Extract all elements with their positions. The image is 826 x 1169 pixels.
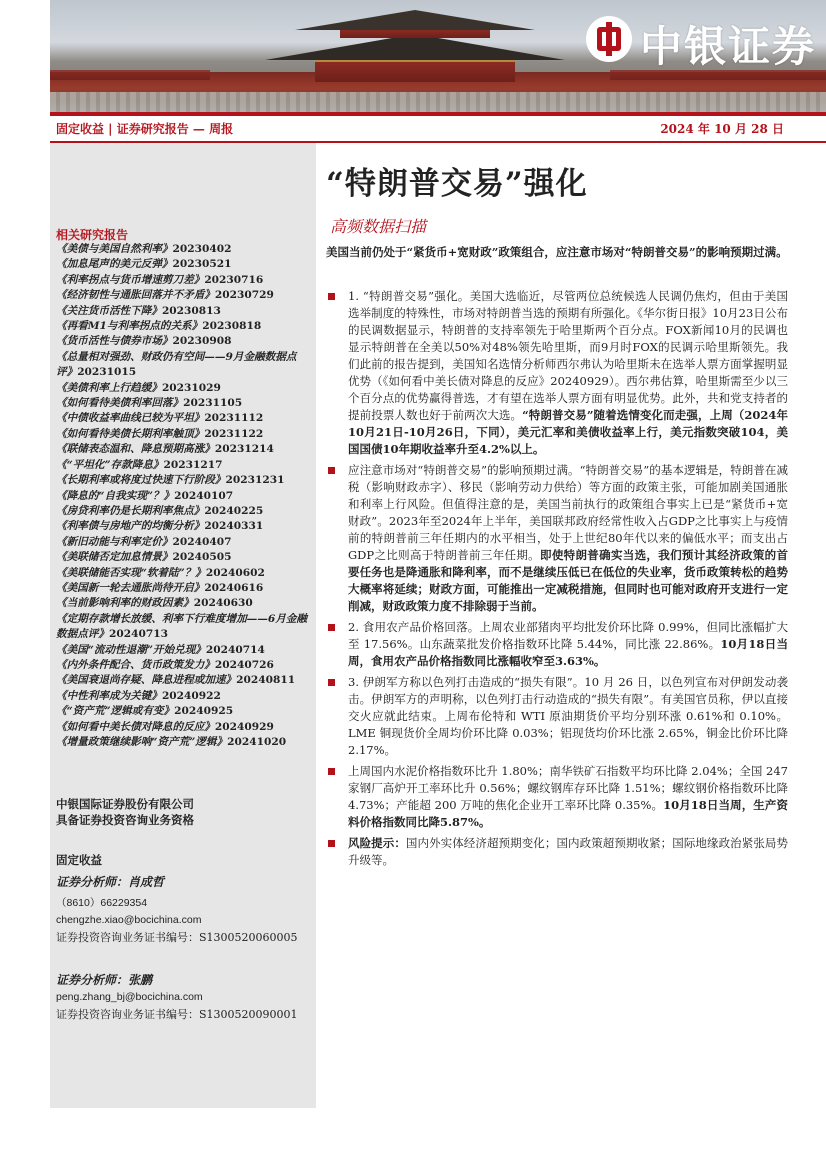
related-report-date: 20241020 xyxy=(227,736,287,748)
related-report-date: 20230402 xyxy=(172,243,232,255)
company-name: 中银国际证券股份有限公司 xyxy=(56,797,194,811)
key-point xyxy=(326,763,788,831)
related-report-name: 《房贷利率仍是长期利率焦点》 xyxy=(56,504,205,517)
related-report-item[interactable] xyxy=(56,257,312,272)
company-logo-icon xyxy=(586,16,632,62)
related-report-item[interactable] xyxy=(56,566,312,581)
related-report-item[interactable] xyxy=(56,442,312,457)
key-point xyxy=(326,288,788,458)
related-report-item[interactable] xyxy=(56,304,312,319)
related-report-date: 20240602 xyxy=(205,566,265,579)
header-banner xyxy=(50,0,826,112)
report-type: 固定收益 | 证券研究报告 — 周报 xyxy=(56,122,234,136)
related-report-item[interactable] xyxy=(56,427,312,442)
key-point-plain: 3. 伊朗军方称以色列打击造成的“损失有限”。10 月 26 日，以色列宣布对伊朗发动袭击。伊朗军方的声明称，以色列打击行动造成的“损失有限”。有美国官员称，伊以直接交火应就此结束。上周布伦特和 WTI 原油期货价平均分别环涨 0.61%和 0.10%。LME 铜现货价全周均价环比降 0.03%；铝现货均价环比涨 2.65%，铜金比价环比降 2.17%。 xyxy=(348,675,788,757)
bullet-square-icon xyxy=(328,467,335,474)
key-point-tail: 国内外实体经济超预期变化；国内政策超预期收紧；国际地缘政治紧张局势升级等。 xyxy=(348,836,788,867)
analyst-name: 证券分析师：肖成哲 xyxy=(56,875,165,889)
related-report-name: 《如何看待美债利率回落》 xyxy=(56,397,184,410)
banner-stairs xyxy=(50,92,826,112)
related-report-name: 《“平坦化”存款降息》 xyxy=(56,458,164,471)
related-report-item[interactable] xyxy=(56,550,312,565)
related-report-item[interactable] xyxy=(56,735,312,750)
related-report-name: 《美国衰退尚存疑、降息进程或加速》 xyxy=(56,674,237,687)
analyst-phone: （8610）66229354 xyxy=(56,897,148,909)
related-report-name: 《美联储能否实现“软着陆”？》 xyxy=(56,566,206,579)
key-point-bold: 10月18日当周，食用农产品价格指数同比涨幅收窄至3.63%。 xyxy=(348,637,788,668)
key-point xyxy=(326,462,788,615)
analyst-cert: 证券投资咨询业务证书编号：S1300520090001 xyxy=(56,1008,298,1021)
related-report-date: 20240922 xyxy=(161,689,221,702)
related-report-name: 《定期存款增长放缓、利率下行难度增加——6月金融数据点评》 xyxy=(56,612,308,641)
related-report-date: 20230813 xyxy=(161,304,221,317)
analyst-card xyxy=(56,874,316,946)
header-rule xyxy=(50,112,826,116)
related-report-item[interactable] xyxy=(56,242,312,257)
key-point-bold: 即使特朗普确实当选，我们预计其经济政策的首要任务也是降通胀和降利率，而不是继续压低已在低位的失业率，货币政策转松的趋势大概率将延续；财政方面，可能推出一定减税措施，但同时也可能对政府开支进行一定削减，财政政策力度不排除弱于当前。 xyxy=(348,548,788,613)
related-report-date: 20230908 xyxy=(172,335,232,348)
report-subtitle: 高频数据扫描 xyxy=(330,217,427,236)
related-report-name: 《美国新一轮去通胀尚待开启》 xyxy=(56,581,205,594)
related-report-date: 20230729 xyxy=(214,289,274,302)
bullet-square-icon xyxy=(328,624,335,631)
related-report-name: 《美国“流动性退潮”开始兑现》 xyxy=(56,643,206,656)
related-report-name: 《如何看待美债长期利率触顶》 xyxy=(56,427,205,440)
report-date: 2024 年 10 月 28 日 xyxy=(660,122,784,136)
related-report-item[interactable] xyxy=(56,458,312,473)
key-point-bold: 风险提示： xyxy=(348,836,406,850)
related-report-item[interactable] xyxy=(56,704,312,719)
key-point-plain: 应注意市场对“特朗普交易”的影响预期过满。“特朗普交易”的基本逻辑是，特朗普在减税（影响财政赤字）、移民（影响劳动力供给）等方面的政策主张，可能加剧美国通胀和利率上行风险。但值得注意的是，美国当前执行的政策组合事实上已是“紧货币+宽财政”。2023年至2024年上半年，美国联邦政府经常性收入占GDP之比事实上与疫情前的特朗普前三年任期内的水平相当，处于上世纪80年代以来的偏低水平；而支出占GDP之比则高于特朗普前三年任期。 xyxy=(348,463,788,562)
related-report-name: 《联储表态温和、降息预期高涨》 xyxy=(56,443,215,456)
related-report-name: 《美债利率上行趋缓》 xyxy=(56,381,162,394)
related-report-item[interactable] xyxy=(56,288,312,303)
related-report-date: 20240925 xyxy=(174,705,234,718)
analyst-name: 证券分析师：张鹏 xyxy=(56,973,153,987)
related-report-item[interactable] xyxy=(56,381,312,396)
company-qualification: 具备证券投资咨询业务资格 xyxy=(56,813,194,827)
related-report-name: 《美联储否定加息情景》 xyxy=(56,551,173,564)
related-report-item[interactable] xyxy=(56,473,312,488)
related-report-date: 20231231 xyxy=(225,474,285,487)
key-point-plain: 2. 食用农产品价格回落。上周农业部猪肉平均批发价环比降 0.99%，但同比涨幅扩大至 17.56%。山东蔬菜批发价格指数环比降 5.44%，同比涨 22.86%。 xyxy=(348,620,788,651)
related-report-date: 20240726 xyxy=(214,658,274,671)
key-point-bold: “特朗普交易”随着选情变化而走强，上周（2024年10月21日-10月26日，下同），美元汇率和美债收益率上行，美元指数突破104，美国国债10年期收益率升至4.2%以上。 xyxy=(348,408,789,456)
related-report-item[interactable] xyxy=(56,658,312,673)
related-report-name: 《当前影响利率的财政因素》 xyxy=(56,597,194,610)
related-report-item[interactable] xyxy=(56,720,312,735)
key-point-bold: 10月18日当周，生产资料价格指数同比降5.87%。 xyxy=(348,798,788,829)
related-report-item[interactable] xyxy=(56,596,312,611)
bullet-square-icon xyxy=(328,768,335,775)
related-report-item[interactable] xyxy=(56,334,312,349)
related-report-name: 《降息的“自我实现”？》 xyxy=(56,489,175,502)
related-report-name: 《利率拐点与货币增速剪刀差》 xyxy=(56,273,205,286)
related-report-date: 20231029 xyxy=(161,381,221,394)
related-report-date: 20240929 xyxy=(214,720,274,733)
related-report-name: 《中债收益率曲线已较为平坦》 xyxy=(56,412,205,425)
related-report-date: 20230818 xyxy=(202,320,262,333)
related-report-item[interactable] xyxy=(56,643,312,658)
key-point xyxy=(326,619,788,670)
related-report-name: 《利率债与房地产的均衡分析》 xyxy=(56,520,205,533)
key-point-plain: 上周国内水泥价格指数环比升 1.80%；南华铁矿石指数平均环比降 2.04%；全国 247 家钢厂高炉开工率环比升 0.56%；螺纹钢库存环比降 1.51%；螺纹钢价格指数环比降 4.73%；产能超 200 万吨的焦化企业开工率环比降 0.35%。 xyxy=(348,764,788,812)
related-report-date: 20240713 xyxy=(108,628,168,641)
related-report-item[interactable] xyxy=(56,689,312,704)
key-points-list xyxy=(326,288,788,873)
related-report-date: 20231122 xyxy=(204,427,264,440)
related-report-item[interactable] xyxy=(56,396,312,411)
report-title: “特朗普交易”强化 xyxy=(326,166,588,202)
related-report-item[interactable] xyxy=(56,519,312,534)
related-report-date: 20240616 xyxy=(204,581,264,594)
key-point xyxy=(326,835,788,869)
related-report-date: 20240714 xyxy=(205,643,265,656)
related-reports-title: 相关研究报告 xyxy=(56,228,129,242)
related-report-item[interactable] xyxy=(56,673,312,688)
related-report-name: 《再看M1与利率拐点的关系》 xyxy=(56,320,203,333)
key-point xyxy=(326,674,788,759)
related-report-date: 20240225 xyxy=(204,504,264,517)
related-report-name: 《内外条件配合、货币政策发力》 xyxy=(56,658,215,671)
related-report-date: 20240505 xyxy=(172,551,232,564)
related-report-date: 20231105 xyxy=(183,397,243,410)
related-report-name: 《“资产荒”逻辑或有变》 xyxy=(56,705,175,718)
palace-roof-upper xyxy=(295,10,535,30)
related-reports-list xyxy=(56,242,312,750)
related-report-date: 20240407 xyxy=(172,535,232,548)
related-report-name: 《加息尾声的美元反弹》 xyxy=(56,258,173,271)
related-report-item[interactable] xyxy=(56,489,312,504)
related-report-date: 20230521 xyxy=(172,258,232,271)
analyst-cert: 证券投资咨询业务证书编号：S1300520060005 xyxy=(56,931,298,944)
related-report-name: 《美债与美国自然利率》 xyxy=(56,243,173,255)
related-report-item[interactable] xyxy=(56,612,312,643)
bullet-square-icon xyxy=(328,840,335,847)
related-report-name: 《货币活性与债券市场》 xyxy=(56,335,173,348)
related-report-date: 20240107 xyxy=(174,489,234,502)
related-report-date: 20231112 xyxy=(204,412,264,425)
brand-name: 中银证券 xyxy=(640,22,817,71)
related-report-item[interactable] xyxy=(56,350,312,381)
analyst-email[interactable]: peng.zhang_bj@bocichina.com xyxy=(56,991,203,1003)
related-report-date: 20231214 xyxy=(214,443,274,456)
related-report-date: 20240331 xyxy=(204,520,264,533)
related-report-date: 20231015 xyxy=(77,366,137,379)
analyst-email[interactable]: chengzhe.xiao@bocichina.com xyxy=(56,914,202,926)
related-report-name: 《经济韧性与通胀回落并不矛盾》 xyxy=(56,289,215,302)
related-report-date: 20240811 xyxy=(236,674,296,687)
bullet-square-icon xyxy=(328,679,335,686)
related-report-name: 《中性利率成为关键》 xyxy=(56,689,162,702)
related-report-item[interactable] xyxy=(56,581,312,596)
sidebar-section: 固定收益 xyxy=(56,853,102,867)
related-report-name: 《新旧动能与利率定价》 xyxy=(56,535,173,548)
related-report-item[interactable] xyxy=(56,319,312,334)
key-point-plain: 1. “特朗普交易”强化。美国大选临近，尽管两位总统候选人民调仍焦灼，但由于美国选举制度的特殊性，市场对特朗普当选的预期有所强化。《华尔街日报》10月23日公布的民调数据显示，特朗普的支持率领先于哈里斯两个百分点。FOX新闻10月的民调也显示特朗普在全美以50%对48%领先哈里斯，而9月时FOX的民调示哈里斯领先。我们此前的报告提到，美国知名选情分析师西尔弗认为哈里斯未在选举人票方面掌握明显优势（《如何看中美长债对降息的反应》20240929）。西尔弗估算，哈里斯需至少以三个百分点的优势赢得普选，才有望在选举人票方面有明显优势。此外，共和党支持者的提前投票人数也好于前两次大选。 xyxy=(348,289,788,422)
related-report-item[interactable] xyxy=(56,273,312,288)
bullet-square-icon xyxy=(328,293,335,300)
related-report-date: 20240630 xyxy=(193,597,253,610)
related-report-name: 《增量政策继续影响“资产荒”逻辑》 xyxy=(56,736,228,748)
related-report-date: 20230716 xyxy=(204,273,264,286)
related-report-date: 20231217 xyxy=(163,458,223,471)
related-report-name: 《如何看中美长债对降息的反应》 xyxy=(56,720,215,733)
related-report-name: 《关注货币活性下降》 xyxy=(56,304,162,317)
related-report-name: 《长期利率或将度过快速下行阶段》 xyxy=(56,474,226,487)
company-info xyxy=(56,796,194,828)
related-report-item[interactable] xyxy=(56,535,312,550)
related-report-item[interactable] xyxy=(56,411,312,426)
report-summary: 美国当前仍处于“紧货币+宽财政”政策组合，应注意市场对“特朗普交易”的影响预期过满。 xyxy=(326,245,788,259)
analyst-card xyxy=(56,972,316,1023)
related-report-item[interactable] xyxy=(56,504,312,519)
related-report-name: 《总量相对强劲、财政仍有空间——9月金融数据点评》 xyxy=(56,350,297,379)
